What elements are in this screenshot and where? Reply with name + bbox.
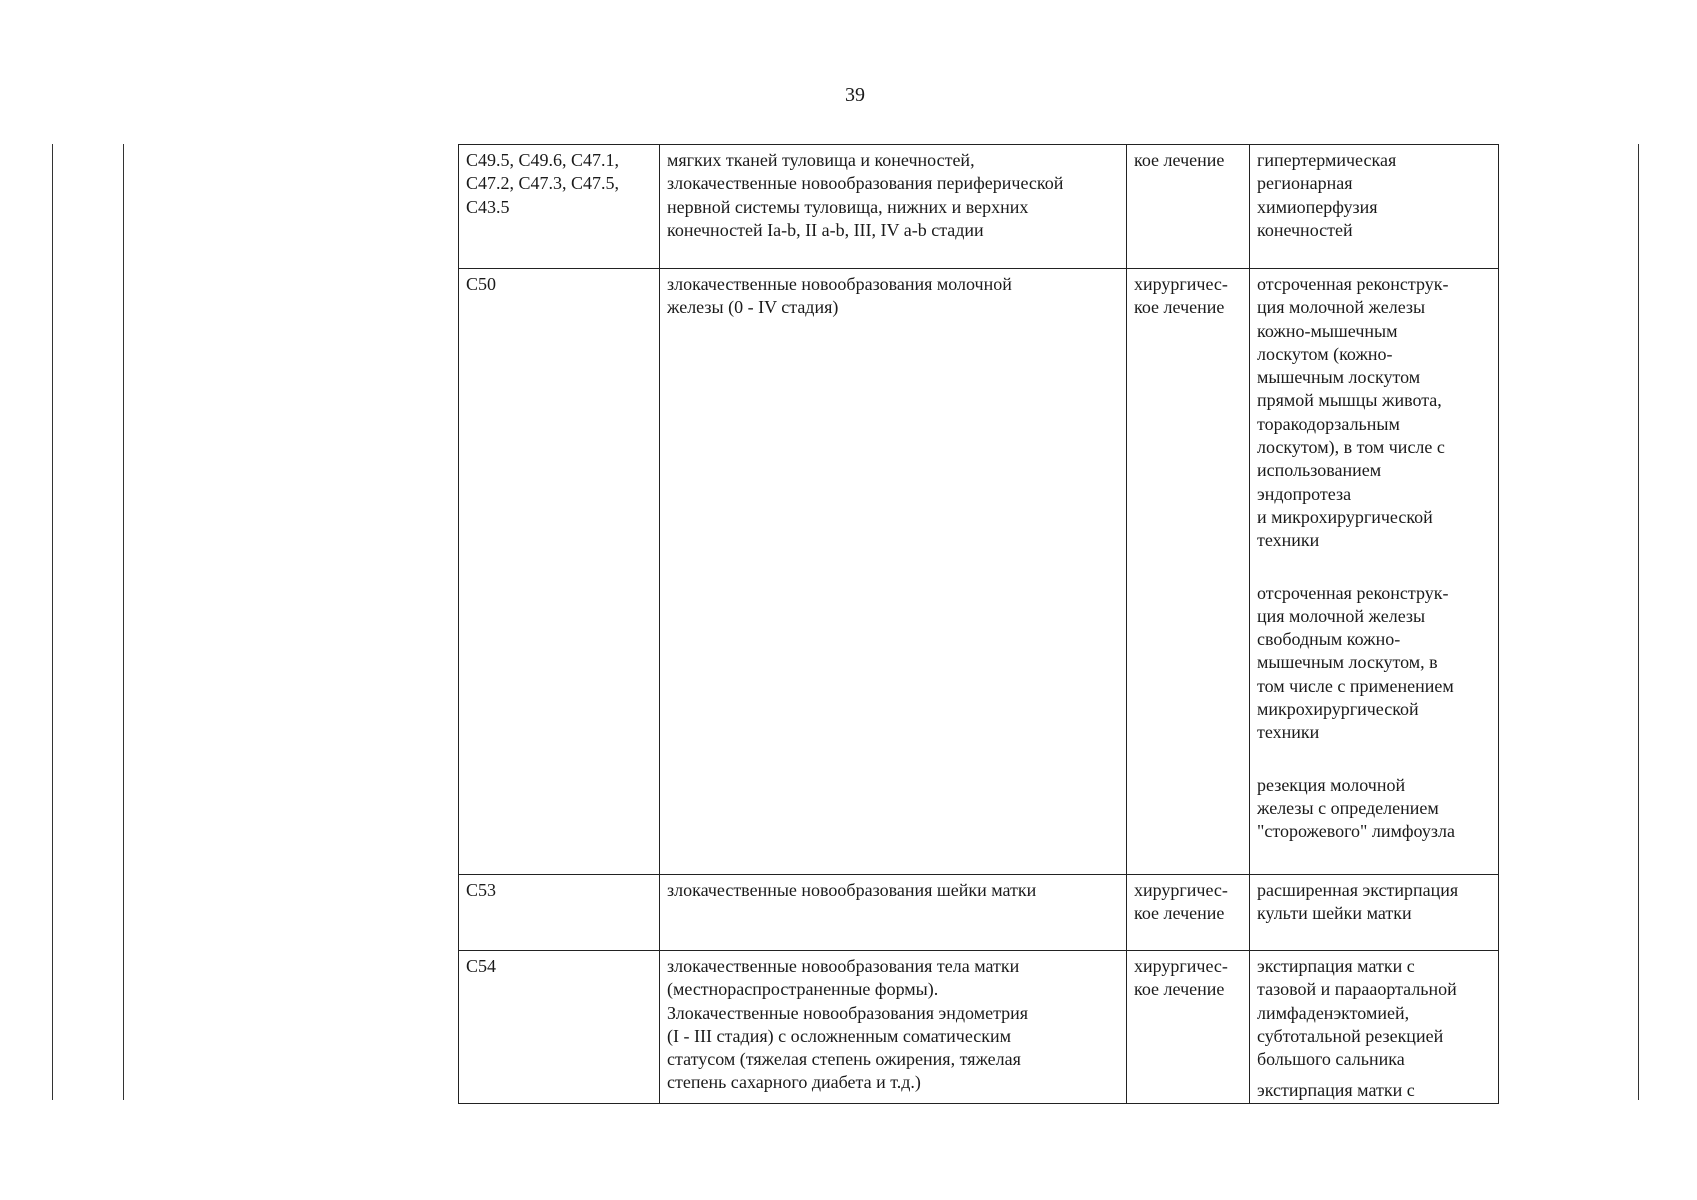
diagnosis-cell	[660, 145, 1127, 269]
diagnosis-lines: злокачественные новообразования шейки матки	[667, 880, 1037, 900]
left-margin-line-inner	[123, 144, 124, 1100]
code-lines: C54	[466, 956, 497, 976]
code-cell	[459, 145, 660, 269]
code-lines: C50	[466, 274, 497, 294]
method-block: экстирпация матки с тазовой и парааортальной лимфаденэктомией, субтотальной резекцией большого сальника	[1257, 956, 1457, 1070]
code-cell	[459, 875, 660, 951]
method-block: гипертермическая регионарная химиоперфузия конечностей	[1257, 150, 1397, 240]
method-block: расширенная экстирпация культи шейки матки	[1257, 880, 1459, 924]
diagnosis-cell	[660, 875, 1127, 951]
treatment-lines: хирургичес- кое лечение	[1134, 956, 1228, 1000]
diagnosis-lines: злокачественные новообразования молочной железы (0 - IV стадия)	[667, 274, 1012, 318]
diagnosis-cell	[660, 951, 1127, 1104]
treatment-lines: хирургичес- кое лечение	[1134, 274, 1228, 318]
diagnosis-cell	[660, 269, 1127, 875]
treatment-table	[458, 144, 1499, 1104]
treatment-cell	[1127, 875, 1250, 951]
block-spacer	[1257, 553, 1491, 582]
method-cell	[1250, 875, 1499, 951]
left-margin-line-outer	[52, 144, 53, 1100]
code-lines: C53	[466, 880, 497, 900]
diagnosis-lines: мягких тканей туловища и конечностей, злокачественные новообразования периферической нервной системы туловища, нижних и верхних конечностей Ia-b, II a-b, III, IV a-b стадии	[667, 150, 1064, 240]
method-block: отсроченная реконструк- ция молочной железы свободным кожно- мышечным лоскутом, в том числе с применением микрохирургической техники	[1257, 582, 1454, 743]
table-row	[459, 269, 1499, 875]
table-row	[459, 145, 1499, 269]
method-block: отсроченная реконструк- ция молочной железы кожно-мышечным лоскутом (кожно- мышечным лоскутом прямой мышцы живота, торакодорзальным лоскутом), в том числе с использованием эндопротеза и микрохирургической техники	[1257, 274, 1449, 551]
block-spacer	[1257, 745, 1491, 774]
method-block: резекция молочной железы с определением "сторожевого" лимфоузла	[1257, 774, 1455, 842]
method-block: экстирпация матки с	[1257, 1080, 1415, 1101]
table-row	[459, 875, 1499, 951]
page-number: 39	[845, 84, 865, 106]
block-spacer	[1257, 1071, 1491, 1079]
method-cell	[1250, 951, 1499, 1104]
treatment-cell	[1127, 269, 1250, 875]
treatment-cell	[1127, 145, 1250, 269]
diagnosis-lines: злокачественные новообразования тела матки (местнораспространенные формы). Злокачественные новообразования эндометрия (I - III стадия) с осложненным соматическим статусом (тяжелая степень ожирения, тяжелая степень сахарного диабета и т.д.)	[667, 956, 1029, 1093]
code-cell	[459, 951, 660, 1104]
code-cell	[459, 269, 660, 875]
table-row	[459, 951, 1499, 1104]
right-margin-line	[1638, 144, 1639, 1100]
method-cell	[1250, 269, 1499, 875]
treatment-lines: хирургичес- кое лечение	[1134, 880, 1228, 924]
method-cell	[1250, 145, 1499, 269]
treatment-cell	[1127, 951, 1250, 1104]
treatment-lines: кое лечение	[1134, 150, 1225, 170]
code-lines: C49.5, C49.6, C47.1, C47.2, C47.3, C47.5, C43.5	[466, 150, 620, 217]
